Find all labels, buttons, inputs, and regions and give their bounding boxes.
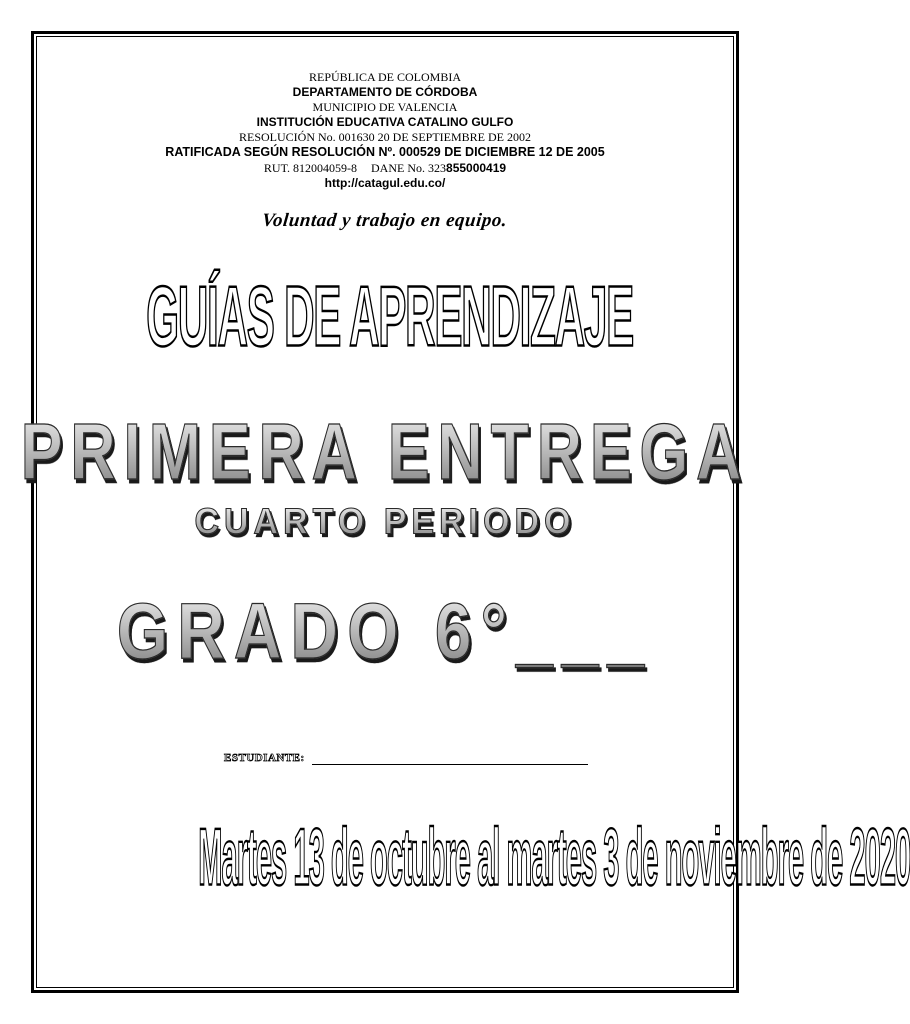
header-rut: RUT. 812004059-8 bbox=[263, 161, 358, 175]
header-country: REPÚBLICA DE COLOMBIA bbox=[308, 70, 461, 84]
title-cuarto-periodo: CUARTO PERIODO bbox=[0, 502, 770, 543]
motto bbox=[40, 210, 730, 232]
header-ratification: RATIFICADA SEGÚN RESOLUCIÓN Nº. 000529 DE DICIEMBRE 12 DE 2005 bbox=[165, 145, 605, 159]
header-rut-dane bbox=[40, 160, 730, 176]
title-guias: GUÍAS DE APRENDIZAJE bbox=[146, 269, 633, 365]
student-label: ESTUDIANTE: bbox=[224, 752, 305, 764]
institution-header bbox=[40, 70, 730, 191]
title-primera-entrega: PRIMERA ENTREGA bbox=[8, 405, 763, 498]
header-department: DEPARTAMENTO DE CÓRDOBA bbox=[292, 85, 478, 99]
title-grado: GRADO 6°___ bbox=[0, 585, 770, 676]
student-name-line[interactable] bbox=[312, 764, 588, 765]
title-date-range: Martes 13 de octubre al martes 3 de noviembre de 2020 bbox=[198, 811, 910, 902]
header-dane-prefix: DANE No. 323 bbox=[371, 161, 447, 175]
header-url: http://catagul.edu.co/ bbox=[324, 176, 446, 190]
header-municipality: MUNICIPIO DE VALENCIA bbox=[312, 100, 458, 114]
header-resolution: RESOLUCIÓN No. 001630 20 DE SEPTIEMBRE DE 2002 bbox=[238, 130, 531, 144]
student-field bbox=[224, 748, 594, 770]
header-dane-number: 855000419 bbox=[446, 161, 507, 175]
header-institution: INSTITUCIÓN EDUCATIVA CATALINO GULFO bbox=[256, 115, 514, 129]
motto-text: Voluntad y trabajo en equipo. bbox=[261, 210, 509, 231]
